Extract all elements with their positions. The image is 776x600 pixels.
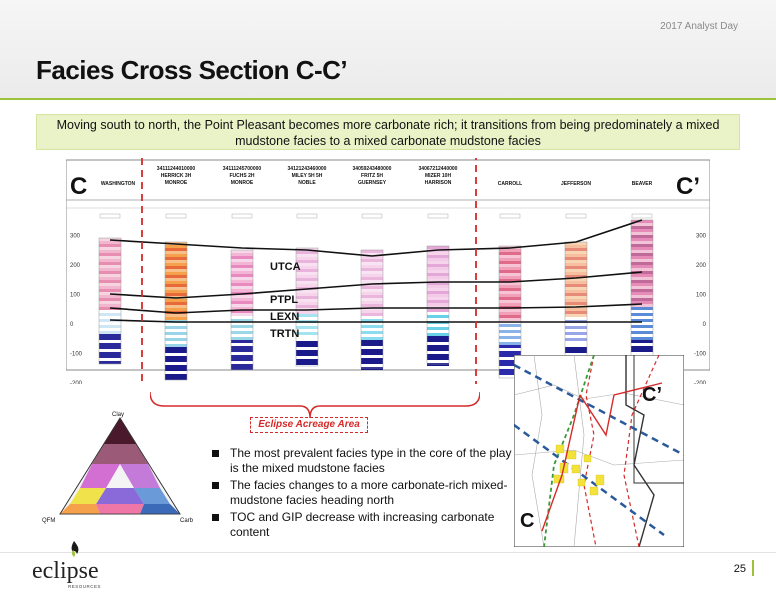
well-header-text: MONROE [164, 180, 188, 186]
formation-label-ptpl: PTPL [270, 294, 299, 306]
depth-tick-label: 100 [70, 292, 81, 299]
depth-tick-label: 300 [695, 233, 706, 240]
cross-section [66, 158, 710, 384]
formation-label-utca: UTCA [270, 261, 301, 273]
page-bar [752, 560, 754, 576]
well-header-text: 34111245700000 [222, 166, 262, 172]
well-header-text: HARRISON [424, 180, 452, 186]
well-header-text: JEFFERSON [560, 181, 592, 187]
bullet-square-icon [212, 482, 219, 489]
depth-tick-label: 0 [70, 322, 74, 328]
map-start-label: C [520, 510, 535, 532]
depth-tick-label: 0 [702, 322, 706, 328]
depth-tick-label: 200 [695, 263, 706, 269]
well-header-text: BEAVER [631, 181, 653, 187]
tern-top-label: Clay [112, 412, 125, 418]
footer-divider [0, 552, 776, 553]
bullet-item: The most prevalent facies type in the core of the play is the mixed mudstone facies [212, 446, 512, 476]
event-label: 2017 Analyst Day [660, 21, 738, 32]
well-header-text: NOBLE [298, 180, 316, 186]
depth-tick-label: -200 [693, 381, 706, 384]
tern-clay-zone [104, 418, 136, 444]
depth-tick-label: 100 [695, 292, 706, 299]
well-header-text: HERRICK 3H [160, 173, 192, 179]
well-header-text: CARROLL [497, 181, 523, 187]
well-header-text: MILEY 5H 5H [291, 173, 323, 179]
header-divider [0, 98, 776, 100]
bullet-item: The facies changes to a more carbonate-rich mixed-mudstone facies heading north [212, 478, 512, 508]
flame-icon [64, 540, 84, 558]
well-header-text: 34121243460000 [287, 166, 327, 172]
depth-tick-label: 300 [70, 233, 81, 240]
tern-right-label: Carb [180, 518, 194, 524]
section-start-label: C [70, 173, 88, 200]
map-end-label: C’ [642, 384, 662, 406]
cross-section-svg [66, 158, 710, 384]
well-header-text: MIZER 10H [424, 173, 452, 179]
section-frame [66, 160, 710, 370]
tern-left-label: QFM [42, 518, 56, 524]
location-map [514, 355, 684, 547]
depth-tick-label: -200 [70, 381, 83, 384]
depth-tick-label: 200 [70, 263, 81, 269]
bullet-list [212, 446, 512, 542]
well-header-text: GUERNSEY [357, 180, 387, 186]
well-header-text: FRITZ 5H [361, 173, 383, 179]
logo-text: eclipse [32, 558, 99, 584]
formation-label-trtn: TRTN [270, 328, 300, 340]
well-header-text: 34059243480000 [352, 166, 392, 172]
well-header-text: 34111244010000 [156, 166, 196, 172]
depth-tick-label: -100 [693, 351, 706, 358]
page-title: Facies Cross Section C-C’ [36, 55, 348, 85]
bullet-item: TOC and GIP decrease with increasing carbonate content [212, 510, 512, 540]
acreage-label: Eclipse Acreage Area [258, 419, 360, 430]
well-header-text: 34067212440000 [418, 166, 458, 172]
logo-subtext: RESOURCES [68, 584, 102, 589]
well-header-text: FUCHS 2H [229, 173, 255, 179]
bullet-square-icon [212, 514, 219, 521]
section-end-label: C’ [676, 173, 700, 200]
depth-tick-label: -100 [70, 351, 83, 358]
bullet-square-icon [212, 450, 219, 457]
formation-label-lexn: LEXN [270, 311, 300, 323]
page-number: 25 [733, 563, 746, 575]
well-header-text: MONROE [230, 180, 254, 186]
company-logo [32, 540, 112, 596]
ternary-diagram [40, 408, 200, 528]
well-header-text: WASHINGTON [100, 181, 136, 187]
summary-banner: Moving south to north, the Point Pleasant becomes more carbonate rich; it transitions from being predominately a mixed mudstone facies to a mixed carbonate mudstone facies [36, 114, 740, 150]
